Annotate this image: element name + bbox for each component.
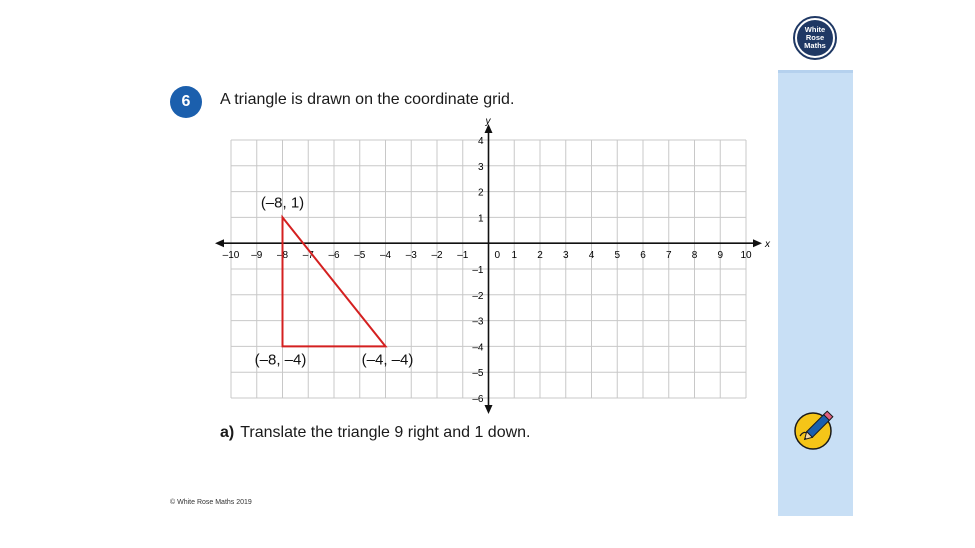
x-tick-label: 2 [537,250,543,262]
vertex-label: (–4, –4) [361,351,414,369]
x-tick-label: 5 [614,250,621,262]
x-tick-label: 3 [562,250,569,262]
y-axis-arrow-down [485,405,493,414]
logo-line-3: Maths [804,41,826,50]
vertex-label: (–8, 1) [260,194,305,212]
x-tick-label: 7 [665,250,672,262]
x-tick-label: 8 [691,250,698,262]
vertex-label: (–8, –4) [254,351,307,369]
x-tick-label: 9 [717,250,724,262]
y-tick-label: 2 [477,187,484,199]
y-axis-label: y [485,116,491,127]
y-tick-label: –6 [472,394,484,405]
part-a-prompt [220,424,530,442]
x-tick-label: –4 [379,250,392,262]
y-tick-label: 3 [477,161,484,173]
logo-line-2: Rose [805,33,825,42]
logo-line-1: White [804,25,826,34]
x-tick-label: –7 [302,250,314,262]
part-a-text: Translate the triangle 9 right and 1 down. [240,424,531,441]
x-tick-label: 10 [740,250,752,262]
y-tick-label: –4 [472,342,484,354]
origin-label: 0 [494,250,501,262]
x-axis-label: x [765,239,770,251]
copyright-footer: © White Rose Maths 2019 [170,499,252,506]
x-tick-label: –8 [276,250,289,262]
x-tick-label: –5 [354,250,366,262]
x-tick-label: 4 [588,250,595,262]
part-a-letter: a) [220,424,235,441]
question-text: A triangle is drawn on the coordinate grid. [220,91,515,108]
y-tick-label: –3 [472,316,484,328]
y-tick-label: –1 [472,265,484,276]
x-axis-arrow-left [215,239,224,247]
x-tick-label: 1 [511,250,518,262]
x-tick-label: –10 [222,250,240,262]
x-tick-label: –9 [251,250,263,262]
y-tick-label: –2 [472,290,484,302]
x-axis-arrow-right [753,239,762,247]
x-tick-label: –6 [328,250,340,262]
pencil-icon [792,406,838,452]
y-tick-label: 1 [477,213,484,225]
y-tick-label: –5 [472,368,484,380]
x-tick-label: –3 [405,250,417,262]
x-tick-label: 6 [640,250,646,262]
x-tick-label: –2 [431,250,443,262]
question-number-badge: 6 [170,86,202,118]
x-tick-label: –1 [457,250,469,262]
y-tick-label: 4 [477,136,484,147]
